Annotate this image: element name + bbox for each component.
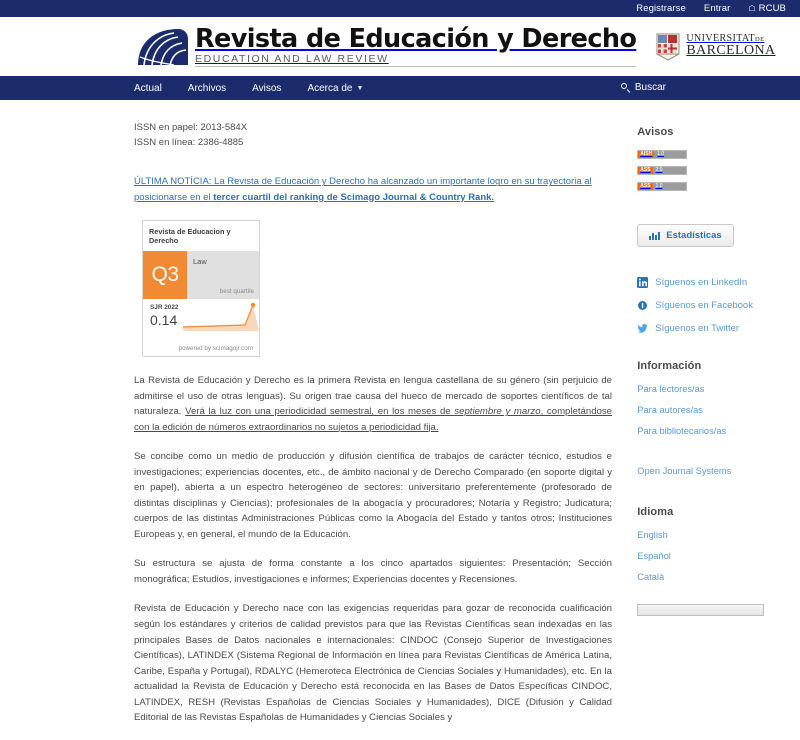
info-link-bibliotecarios[interactable]: Para bibliotecarios/as (637, 426, 727, 436)
paragraph-intro-a: La Revista de Educación y Derecho es la primera Revista en lengua castellana de su género (sin perjuicio de admitirse el uso de otras lenguas). Su origen trae causa del hueco de mercado de soportes científicos de tal naturaleza. (134, 375, 612, 418)
sidebar-heading-idioma: Idioma (637, 506, 674, 518)
nav-item-actual-label: Actual (134, 82, 162, 94)
facebook-link[interactable] (637, 300, 800, 311)
metric-badge-2-right: 2.0 (655, 167, 663, 173)
scimago-widget[interactable] (142, 220, 260, 357)
metric-badge-2-left: ASS (640, 167, 651, 173)
nav-item-avisos-label: Avisos (252, 82, 282, 94)
main-content (134, 100, 630, 740)
nav-item-avisos[interactable] (252, 83, 281, 94)
nav-item-actual[interactable] (134, 83, 162, 94)
info-link-autores[interactable]: Para autores/as (637, 405, 703, 415)
scimago-category-panel (187, 251, 259, 299)
page-body (0, 100, 800, 740)
info-link-lectores[interactable]: Para lectores/as (637, 384, 705, 394)
search-label: Buscar (634, 81, 666, 93)
register-link[interactable]: Registrarse (636, 3, 686, 14)
nav-search (621, 82, 666, 95)
twitter-icon (637, 323, 648, 334)
paragraph-intro-c: septiembre y marzo (454, 406, 541, 418)
university-line1-small: DE (754, 36, 765, 44)
chevron-down-icon: ▼ (356, 84, 364, 92)
twitter-link[interactable] (637, 323, 800, 334)
top-utility-bar (0, 0, 800, 17)
nav-item-acerca-de[interactable] (307, 83, 363, 94)
statistics-button-label: Estadísticas (666, 230, 722, 241)
scimago-sparkline-chart (183, 301, 259, 331)
bar-chart-icon (649, 232, 660, 240)
open-journal-systems-link[interactable]: Open Journal Systems (637, 466, 732, 476)
metric-badge-1[interactable] (637, 150, 687, 159)
sidebar-partial-widget[interactable] (637, 604, 764, 616)
metric-badge-1-right: 1.0 (657, 151, 665, 157)
scimago-sjr-row (143, 299, 259, 345)
linkedin-label: Síguenos en LinkedIn (655, 277, 748, 288)
news-text-part2: tercer cuartil del ranking de Scimago Journal & Country Rank. (213, 191, 495, 203)
metric-badge-2[interactable] (637, 166, 687, 175)
nav-item-archivos[interactable] (188, 83, 226, 94)
sidebar-idioma-block (637, 506, 800, 616)
language-links (637, 530, 800, 582)
journal-subtitle: EDUCATION AND LAW REVIEW (195, 54, 636, 67)
issn-print: ISSN en papel: 2013-584X (134, 122, 248, 133)
search-link[interactable] (621, 82, 666, 93)
metric-badge-3-left: ASS (640, 183, 651, 189)
social-links (637, 277, 800, 334)
metric-badge-1-left: AISH (640, 151, 653, 157)
twitter-label: Síguenos en Twitter (655, 323, 740, 334)
language-link-catala[interactable]: Català (637, 572, 665, 582)
facebook-icon (637, 300, 648, 311)
paragraph-intro (134, 373, 612, 435)
metric-badge-3-right: 1.0 (655, 183, 663, 189)
nav-items (134, 83, 389, 94)
primary-navigation (0, 76, 800, 100)
latest-news (134, 174, 612, 204)
news-text-part1: ÚLTIMA NOTÍCIA: La Revista de Educación y Derecho ha alcanzado un importante logro en su trayectoria al posicionarse en el (134, 176, 592, 203)
paragraph-scope: Se concibe como un medio de producción y difusión científica de trabajos de carácter técnico, estudios e investigaciones; experiencias docentes, etc., de ámbito nacional y de Derecho Comparado (en soporte digital y en papel), abierta a un espectro heterogéneo de sectores: universitario preferentemente (profesorado de distintas disciplinas y Ciencias); profesionales de la abogacía y procuradores; Notaría y Registro; Judicatura; cuerpos de las distintas Administraciones Públicas como la Abogacía del Estado y tantos otros; Instituciones Europeas y, en general, el mundo de la Educación. (134, 451, 612, 540)
scimago-journal-title: Revista de Educacion y Derecho (149, 226, 231, 246)
rcub-link[interactable] (748, 3, 786, 14)
linkedin-icon (637, 277, 648, 288)
sidebar-informacion-block (637, 360, 800, 476)
language-link-english[interactable]: English (637, 530, 668, 540)
nav-item-archivos-label: Archivos (187, 82, 227, 94)
information-links (637, 384, 800, 436)
masthead (0, 17, 800, 76)
nav-item-acerca-de-label: Acerca de (307, 82, 353, 94)
paragraph-intro-d: , completándose con la edición de números extraordinarios no sujetos a periodicidad fija. (134, 406, 612, 433)
language-link-espanol[interactable]: Español (637, 551, 671, 561)
latest-news-link[interactable] (134, 176, 592, 202)
paragraph-structure: Su estructura se ajusta de forma constante a los cinco apartados siguientes: Presentación; Sección monográfica; Estudios, investigaciones e informes; Experiencias docentes y Recensiones. (134, 558, 612, 585)
university-line1: UNIVERSITAT (686, 33, 755, 45)
sidebar-avisos-block (637, 126, 800, 191)
sidebar-heading-informacion: Información (637, 360, 702, 372)
sidebar-heading-avisos: Avisos (637, 126, 674, 138)
university-line2: BARCELONA (686, 43, 776, 59)
paragraph-indexing: Revista de Educación y Derecho nace con las exigencias requeridas para gozar de reconocida cualificación según los estándares y criterios de calidad previstos para que las Revistas Científicas sean indexadas en las principales Bases de Datos nacionales e internacionales: CINDOC (Consejo Superior de Investigaciones Científicas), LATINDEX (Sistema Regional de Información en línea para Revistas Científicas de América Latina, Caribe, España y Portugal), RDALYC (Hemeroteca Electrónica de Ciencias Sociales y Humanidades), etc. En la actualidad la Revista de Educación y Derecho está reconocida en las Bases de Datos Específicas CINDOC, LATINDEX, RESH (Revistas Españolas de Ciencias Sociales y Humanidades), DICE (Difusión y Calidad Editorial de las Revistas Españolas de Humanidades y Ciencias Sociales y (134, 603, 612, 724)
scimago-category: Law (193, 257, 207, 267)
scimago-quartile-badge: Q3 (143, 251, 187, 299)
statistics-button[interactable] (637, 224, 733, 247)
journal-fan-logo-icon (134, 27, 190, 67)
sidebar (637, 100, 800, 740)
search-icon (621, 83, 630, 92)
issn-online: ISSN en línea: 2386-4885 (134, 136, 244, 148)
scimago-quartile-row (143, 251, 259, 299)
home-icon: ☖ (748, 3, 756, 13)
university-logo-link[interactable] (656, 33, 775, 61)
scimago-powered-by: powered by scimagojr.com (178, 345, 253, 353)
journal-title: Revista de Educación y Derecho (195, 23, 637, 54)
scimago-sjr-year: SJR 2022 (150, 304, 179, 312)
linkedin-link[interactable] (637, 277, 800, 288)
scimago-sjr-value: 0.14 (150, 312, 178, 329)
metric-badge-3[interactable] (637, 182, 687, 191)
issn-block (134, 121, 630, 150)
journal-home-link[interactable] (134, 23, 637, 67)
paragraph-intro-b: Verá la luz con una periodicidad semestral, en los meses de (185, 406, 455, 418)
scimago-best-quartile-label: best quartile (219, 288, 254, 296)
rcub-label: RCUB (758, 3, 786, 14)
login-link[interactable]: Entrar (703, 3, 731, 14)
ub-crest-icon (656, 33, 680, 61)
facebook-label: Síguenos en Facebook (655, 300, 753, 311)
